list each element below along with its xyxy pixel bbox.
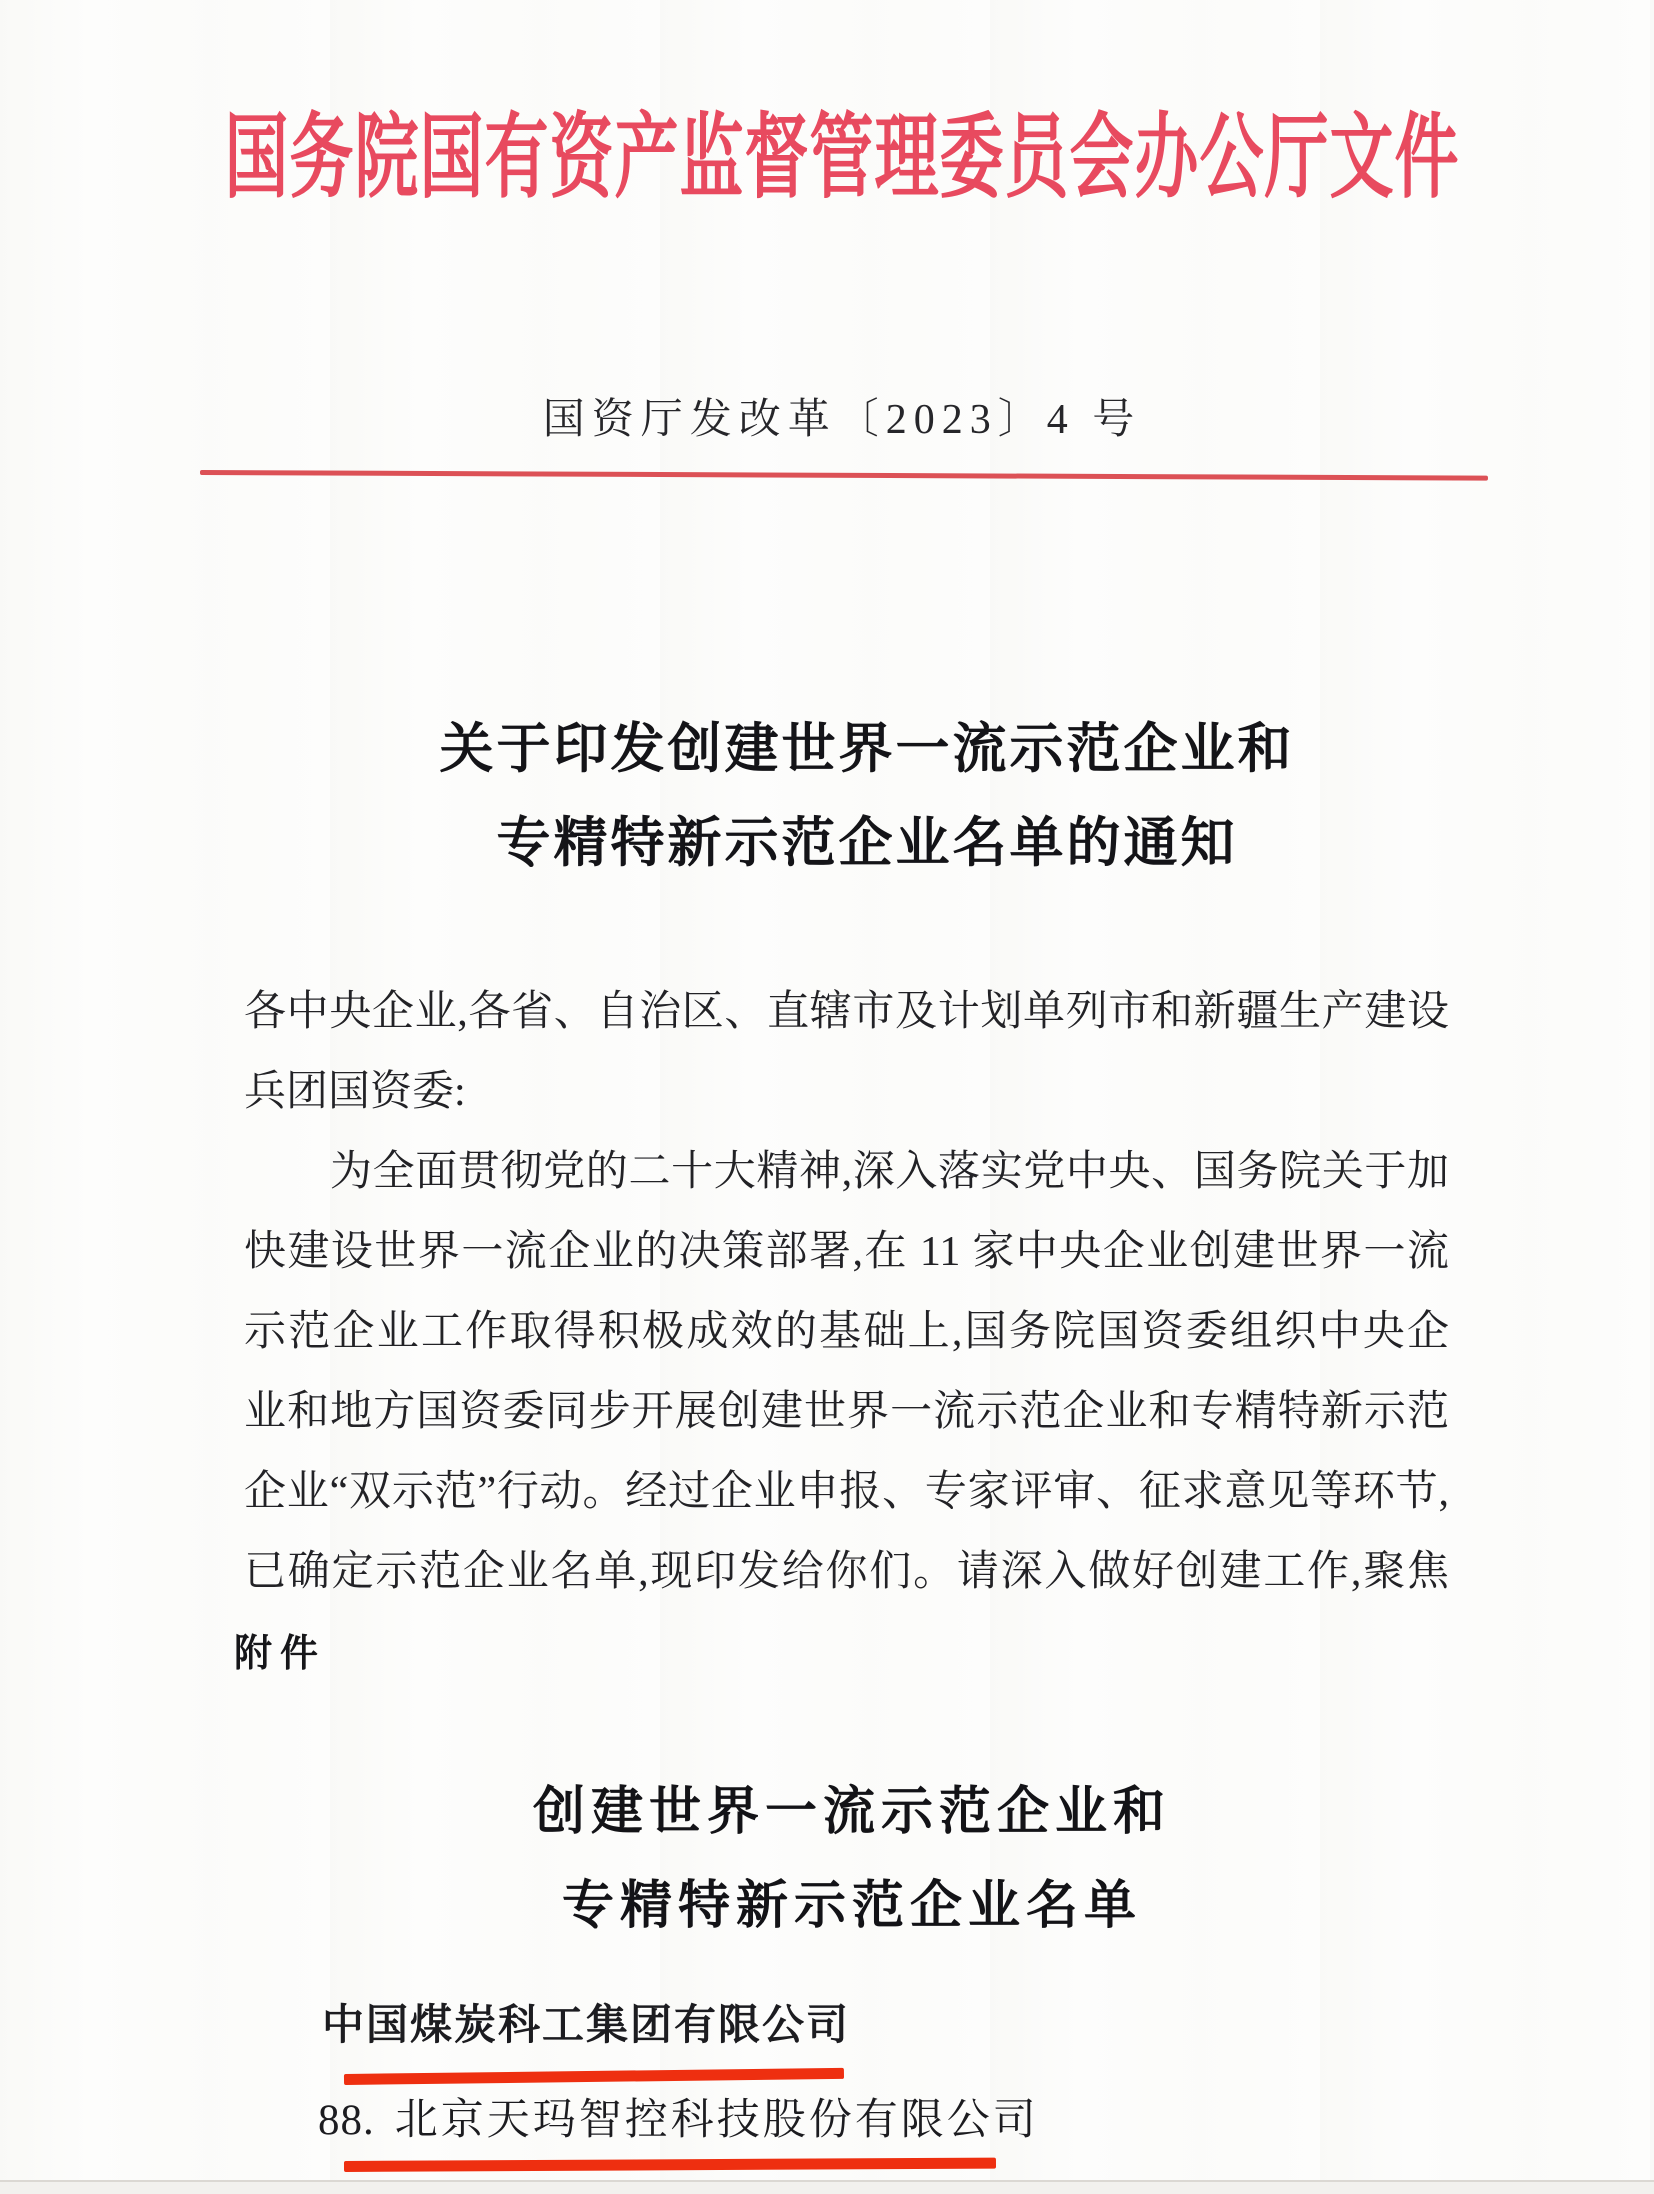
notice-body	[244, 972, 1449, 1612]
red-separator-line	[200, 470, 1488, 481]
attachment-title	[40, 1766, 1654, 1954]
notice-title-line-1: 关于印发创建世界一流示范企业和	[439, 719, 1295, 779]
entry-number: 88.	[318, 2097, 375, 2144]
body-line: 企业“双示范”行动。经过企业申报、专家评审、征求意见等环节,	[244, 1469, 1449, 1515]
notice-title-line-2: 专精特新示范企业名单的通知	[496, 813, 1238, 873]
red-underline-entry-company	[344, 2158, 996, 2172]
body-line: 业和地方国资委同步开展创建世界一流示范企业和专精特新示范	[244, 1389, 1449, 1435]
group-company-name: 中国煤炭科工集团有限公司	[322, 2003, 851, 2049]
red-underline-group-company	[344, 2068, 844, 2085]
list-entry-88	[318, 2094, 1039, 2148]
notice-title	[55, 702, 1654, 890]
body-line: 兵团国资委:	[244, 1069, 466, 1115]
attachment-label: 附件	[234, 1633, 327, 1675]
doc-number: 国资厅发改革〔2023〕4 号	[542, 397, 1142, 443]
attachment-title-line-2: 专精特新示范企业名单	[561, 1878, 1142, 1935]
body-line: 为全面贯彻党的二十大精神,深入落实党中央、国务院关于加	[330, 1149, 1449, 1195]
body-line: 快建设世界一流企业的决策部署,在 11 家中央企业创建世界一流	[244, 1229, 1449, 1275]
body-line: 示范企业工作取得积极成效的基础上,国务院国资委组织中央企	[244, 1309, 1449, 1355]
org-header-title: 国务院国有资产监督管理委员会办公厅文件	[224, 106, 1460, 210]
body-line: 已确定示范企业名单,现印发给你们。请深入做好创建工作,聚焦	[244, 1549, 1449, 1595]
attachment-title-line-1: 创建世界一流示范企业和	[532, 1784, 1171, 1841]
entry-company-name: 北京天玛智控科技股份有限公司	[394, 2097, 1039, 2144]
body-line: 各中央企业,各省、自治区、直辖市及计划单列市和新疆生产建设	[244, 989, 1449, 1035]
